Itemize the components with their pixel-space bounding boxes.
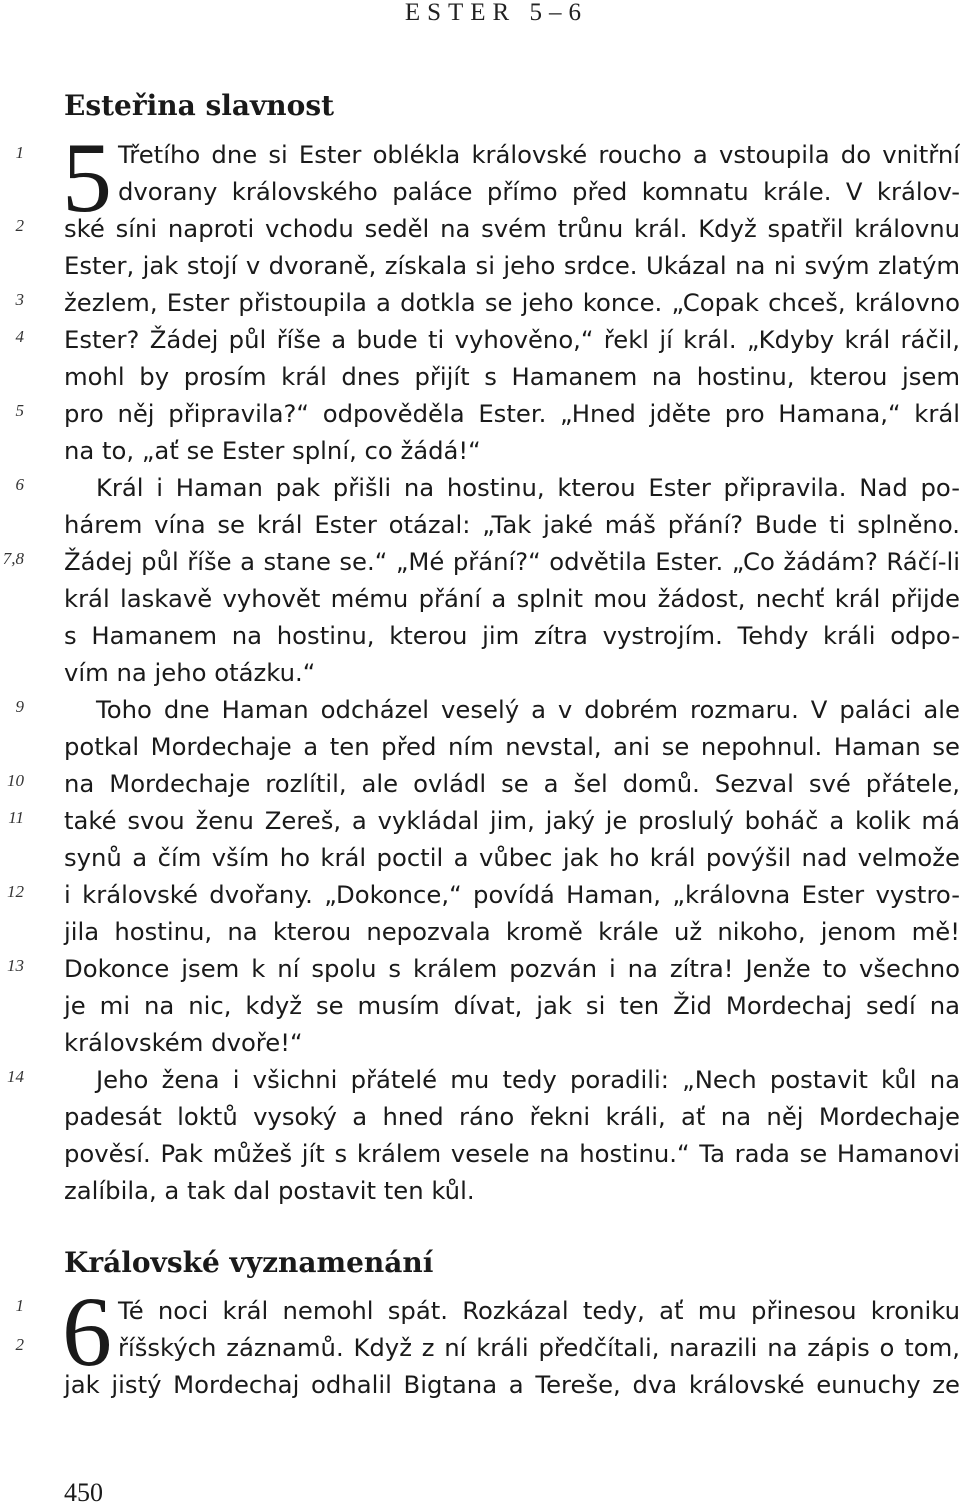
text-line: synů a čím vším ho král poctil a vůbec jak ho král povýšil nad velmože	[64, 843, 960, 872]
text-line: hárem vína se král Ester otázal: „Tak jaké máš přání? Bude ti splněno.	[64, 510, 960, 539]
verse-number: 2	[15, 1335, 24, 1354]
verse-number: 9	[15, 697, 24, 716]
verse-number: 13	[7, 956, 24, 975]
verse-number: 1	[15, 143, 24, 162]
text-line: i královské dvořany. „Dokonce,“ povídá Haman, „královna Ester vystro-	[64, 880, 960, 909]
verse-number: 2	[15, 216, 24, 235]
drop-cap-chapter-5: 5	[62, 122, 112, 233]
text-line: pro něj připravila?“ odpověděla Ester. „Hned jděte pro Hamana,“ král	[64, 399, 960, 428]
verse-number: 11	[8, 808, 24, 827]
text-line: Ester, jak stojí v dvoraně, získala si jeho srdce. Ukázal na ni svým zlatým	[64, 251, 960, 280]
text-line: Ester? Žádej půl říše a bude ti vyhověno,“ řekl jí král. „Kdyby král ráčil,	[64, 325, 960, 354]
section-heading-chapter-5: Esteřina slavnost	[64, 89, 335, 122]
text-line: ské síni naproti vchodu seděl na svém trůnu král. Když spatřil královnu	[64, 214, 960, 243]
text-line: s Hamanem na hostinu, kterou jim zítra vystrojím. Tehdy králi odpo-	[64, 621, 960, 650]
text-line: říšských záznamů. Když z ní králi předčítali, narazili na zápis o tom,	[118, 1333, 960, 1362]
text-line: na to, „ať se Ester splní, co žádá!“	[64, 436, 481, 465]
section-heading-chapter-6: Královské vyznamenání	[64, 1246, 434, 1279]
text-line: padesát loktů vysoký a hned ráno řekni králi, ať na něj Mordechaje	[64, 1102, 960, 1131]
text-line: Třetího dne si Ester oblékla královské roucho a vstoupila do vnitřní	[118, 140, 960, 169]
text-line: Toho dne Haman odcházel veselý a v dobrém rozmaru. V paláci ale	[96, 695, 960, 724]
verse-number: 10	[7, 771, 24, 790]
text-line: jak jistý Mordechaj odhalil Bigtana a Tereše, dva královské eunuchy ze	[64, 1370, 960, 1399]
text-line: vím na jeho otázku.“	[64, 658, 316, 687]
text-line: Té noci král nemohl spát. Rozkázal tedy, ať mu přinesou kroniku	[118, 1296, 960, 1325]
text-line: zalíbila, a tak dal postavit ten kůl.	[64, 1176, 475, 1205]
text-line: jila hostinu, na kterou nepozvala kromě krále už nikoho, jenom mě!	[64, 917, 960, 946]
text-line: mohl by prosím král dnes přijít s Hamanem na hostinu, kterou jsem	[64, 362, 960, 391]
verse-number: 1	[15, 1296, 24, 1315]
drop-cap-chapter-6: 6	[62, 1276, 112, 1387]
verse-number: 12	[7, 882, 24, 901]
text-line: dvorany královského paláce přímo před komnatu krále. V králov-	[118, 177, 960, 206]
verse-number: 5	[15, 401, 24, 420]
text-line: pověsí. Pak můžeš jít s králem vesele na hostinu.“ Ta rada se Hamanovi	[64, 1139, 960, 1168]
text-line: potkal Mordechaje a ten před ním nevstal, ani se nepohnul. Haman se	[64, 732, 960, 761]
text-line: Dokonce jsem k ní spolu s králem pozván i na zítra! Jenže to všechno	[64, 954, 960, 983]
text-line: je mi na nic, když se musím dívat, jak si ten Žid Mordechaj sedí na	[64, 991, 960, 1020]
verse-number: 3	[15, 290, 24, 309]
verse-number: 6	[15, 475, 24, 494]
text-line: královském dvoře!“	[64, 1028, 303, 1057]
text-line: Žádej půl říše a stane se.“ „Mé přání?“ odvětila Ester. „Co žádám? Ráčí-li	[64, 547, 960, 576]
text-line: žezlem, Ester přistoupila a dotkla se jeho konce. „Copak chceš, královno	[64, 288, 960, 317]
verse-number: 7,8	[2, 549, 24, 568]
text-line: král laskavě vyhovět mému přání a splnit mou žádost, nechť král přijde	[64, 584, 960, 613]
running-header: ESTER 5–6	[404, 0, 588, 26]
text-line: na Mordechaje rozlítil, ale ovládl se a šel domů. Sezval své přátele,	[64, 769, 960, 798]
page-number: 450	[64, 1478, 103, 1507]
text-line: také svou ženu Zereš, a vykládal jim, jaký je proslulý boháč a kolik má	[64, 806, 960, 835]
text-line: Jeho žena i všichni přátelé mu tedy poradili: „Nech postavit kůl na	[96, 1065, 960, 1094]
verse-number: 4	[15, 327, 24, 346]
verse-number: 14	[7, 1067, 24, 1086]
text-line: Král i Haman pak přišli na hostinu, kterou Ester připravila. Nad po-	[96, 473, 960, 502]
